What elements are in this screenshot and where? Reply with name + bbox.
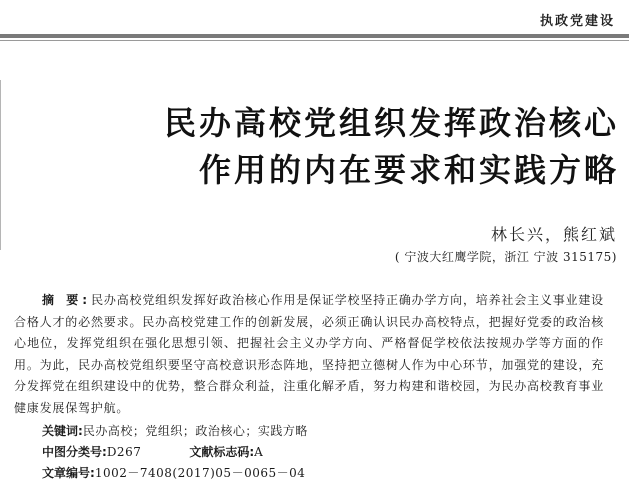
header-rule-thick (0, 34, 629, 38)
keywords-value: 民办高校；党组织；政治核心；实践方略 (82, 424, 308, 438)
keywords-label: 关键词: (42, 424, 83, 438)
article-number-value: 1002－7408(2017)05－0065－04 (94, 466, 306, 480)
article-number (42, 464, 305, 481)
classification (42, 443, 263, 460)
article-title (164, 100, 619, 194)
article-number-label: 文章编号: (42, 466, 95, 480)
header-rule-thin (0, 40, 629, 41)
page-edge-line (0, 80, 1, 250)
doc-code-value: A (254, 445, 264, 459)
article-title-line-1: 民办高校党组织发挥政治核心 (163, 104, 619, 142)
authors: 林长兴，熊红斌 (490, 225, 617, 244)
journal-section-header: 执政党建设 (539, 14, 615, 29)
abstract-label: 摘 要: (42, 293, 92, 307)
keywords (42, 422, 308, 439)
abstract-text: 民办高校党组织发挥好政治核心作用是保证学校坚持正确办学方向，培养社会主义事业建设合格人才的必然要求。民办高校党建工作的创新发展，必须正确认识民办高校特点，把握好党委的政治核心地位，发挥党组织在强化思想引领、把握社会主义办学方向、严格督促学校依法按规办学等方面的作用。为此，民办高校党组织要坚守高校意识形态阵地，坚持把立德树人作为中心环节，加强党的建设，充分发挥党在组织建设中的优势，整合群众利益，注重化解矛盾，努力构建和谐校园，为民办高校教育事业健康发展保驾护航。 (14, 293, 604, 415)
clc-value: D267 (106, 445, 142, 459)
affiliation: ( 宁波大红鹰学院，浙江 宁波 315175) (394, 250, 617, 264)
doc-code-label: 文献标志码: (189, 445, 255, 459)
article-title-line-2: 作用的内在要求和实践方略 (198, 151, 619, 189)
clc-label: 中图分类号: (42, 445, 107, 459)
abstract (14, 290, 604, 419)
